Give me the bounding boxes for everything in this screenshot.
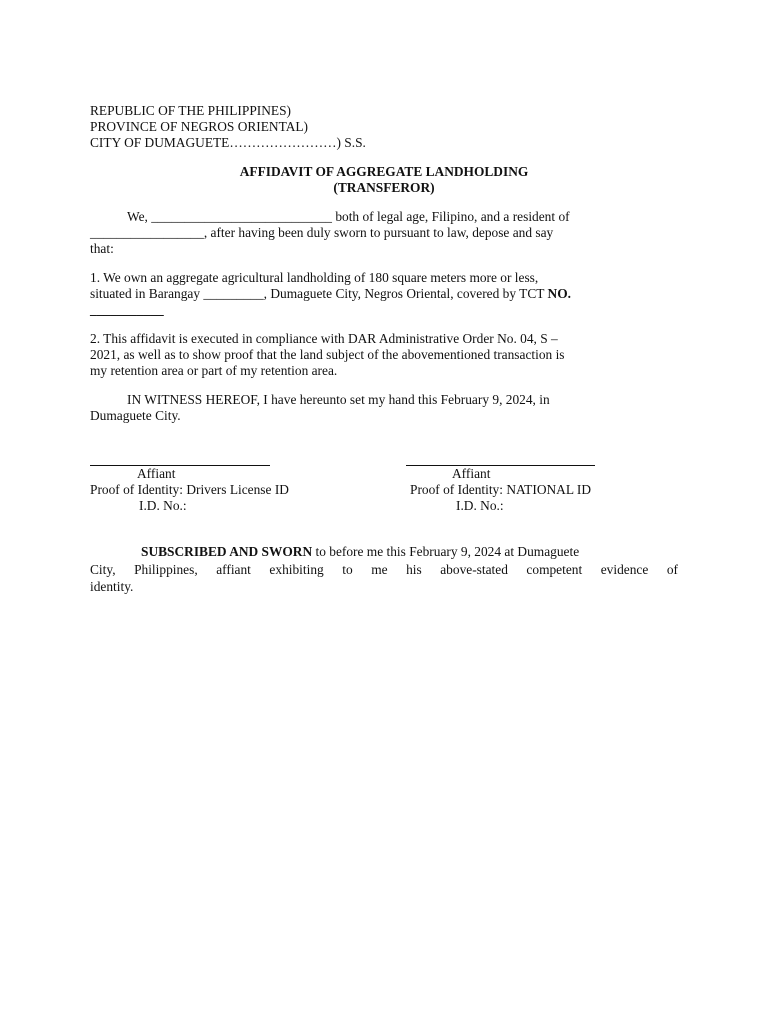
id-no-right: I.D. No.:	[456, 498, 504, 513]
affiant-label-right: Affiant	[452, 466, 491, 481]
item-2-line-3: my retention area or part of my retention area.	[90, 363, 338, 378]
witness-paragraph	[90, 392, 678, 424]
jurat-line-3: identity.	[90, 579, 134, 594]
header-province: PROVINCE OF NEGROS ORIENTAL)	[90, 119, 309, 134]
item-1-line-2	[90, 286, 678, 302]
header-republic: REPUBLIC OF THE PHILIPPINES)	[90, 103, 292, 118]
intro-line-1	[90, 209, 678, 225]
item-1-line-1: 1. We own an aggregate agricultural landholding of 180 square meters more or less,	[90, 270, 539, 285]
item-2-line-1: 2. This affidavit is executed in compliance with DAR Administrative Order No. 04, S –	[90, 331, 558, 346]
id-no-left: I.D. No.:	[139, 498, 187, 513]
item-1-paragraph	[90, 270, 678, 318]
witness-text-1: IN WITNESS HEREOF, I have hereunto set my hand this February 9, 2024, in	[127, 392, 550, 407]
document-title: AFFIDAVIT OF AGGREGATE LANDHOLDING	[239, 164, 529, 179]
intro-line-3: that:	[90, 241, 114, 256]
proof-identity-right: Proof of Identity: NATIONAL ID	[410, 482, 591, 497]
jurat-bold: SUBSCRIBED AND SWORN	[141, 544, 313, 559]
signature-line-right	[406, 465, 595, 466]
intro-text-1: We, ___________________________ both of legal age, Filipino, and a resident of	[127, 209, 570, 224]
signature-line-left	[90, 465, 270, 466]
jurat-paragraph	[90, 543, 678, 596]
item-2-line-2: 2021, as well as to show proof that the land subject of the abovementioned transaction is	[90, 347, 565, 362]
proof-identity-left: Proof of Identity: Drivers License ID	[90, 482, 289, 497]
affiant-label-left: Affiant	[137, 466, 176, 481]
witness-line-2: Dumaguete City.	[90, 408, 181, 423]
intro-line-2: _________________, after having been duly sworn to pursuant to law, depose and say	[90, 225, 554, 240]
item-1-tct-label: NO.	[547, 286, 571, 301]
witness-line-1	[90, 392, 678, 408]
header-city: CITY OF DUMAGUETE……………………) S.S.	[90, 135, 366, 150]
jurat-line-1	[90, 543, 678, 561]
item-2-paragraph	[90, 331, 678, 379]
jurat-line-2: City, Philippines, affiant exhibiting to me his above-stated competent evidence of	[90, 561, 678, 577]
item-1-tct-blank: ___________	[90, 302, 164, 317]
item-1-line-2-text: situated in Barangay _________, Dumaguete City, Negros Oriental, covered by TCT	[90, 286, 548, 301]
intro-paragraph	[90, 209, 678, 257]
jurat-text-1: to before me this February 9, 2024 at Dumaguete	[312, 544, 580, 559]
document-subtitle: (TRANSFEROR)	[333, 180, 435, 195]
